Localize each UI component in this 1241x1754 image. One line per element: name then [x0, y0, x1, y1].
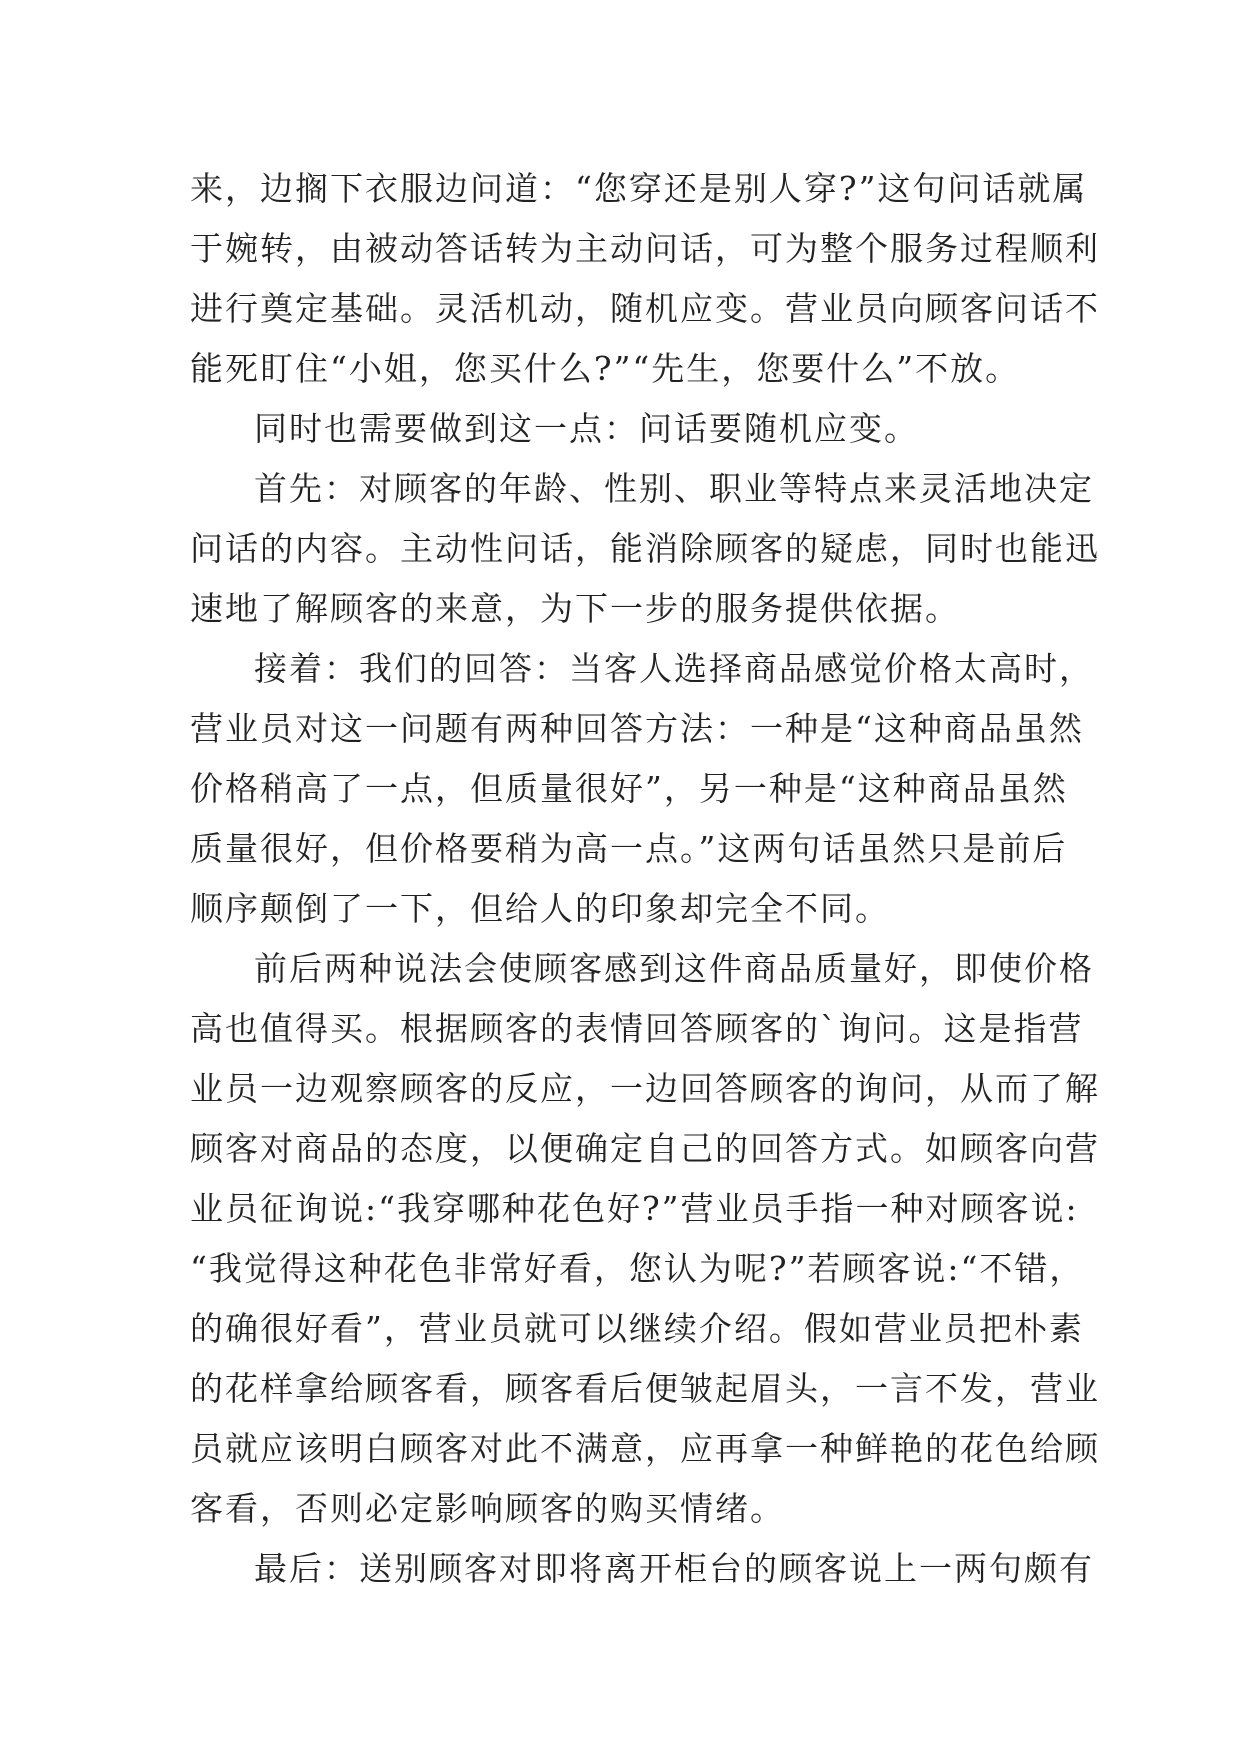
text-line: 客看，否则必定影响顾客的购买情绪。 — [190, 1489, 785, 1528]
text-line: 的确很好看”，营业员就可以继续介绍。假如营业员把朴素 — [190, 1309, 1084, 1348]
text-line: 同时也需要做到这一点：问话要随机应变。 — [254, 409, 919, 448]
text-line: “我觉得这种花色非常好看，您认为呢?”若顾客说:“不错， — [190, 1249, 1085, 1288]
text-line: 于婉转，由被动答话转为主动问话，可为整个服务过程顺利 — [190, 229, 1100, 268]
text-line: 业员征询说:“我穿哪种花色好?”营业员手指一种对顾客说: — [190, 1189, 1079, 1228]
text-line: 的花样拿给顾客看，顾客看后便皱起眉头，一言不发，营业 — [190, 1369, 1100, 1408]
text-line: 首先：对顾客的年龄、性别、职业等特点来灵活地决定 — [254, 469, 1094, 508]
text-line: 速地了解顾客的来意，为下一步的服务提供依据。 — [190, 589, 960, 628]
text-line: 顾客对商品的态度，以便确定自己的回答方式。如顾客向营 — [190, 1129, 1100, 1168]
text-line: 员就应该明白顾客对此不满意，应再拿一种鲜艳的花色给顾 — [190, 1429, 1100, 1468]
text-line: 进行奠定基础。灵活机动，随机应变。营业员向顾客问话不 — [190, 289, 1100, 328]
text-line: 最后：送别顾客对即将离开柜台的顾客说上一两句颇有 — [254, 1549, 1094, 1588]
text-line: 来，边搁下衣服边问道：“您穿还是别人穿?”这句问话就属 — [190, 169, 1088, 208]
text-line: 接着：我们的回答：当客人选择商品感觉价格太高时， — [254, 649, 1094, 688]
text-line: 价格稍高了一点，但质量很好”，另一种是“这种商品虽然 — [190, 769, 1068, 808]
document-body — [190, 159, 1100, 1599]
text-line: 高也值得买。根据顾客的表情回答顾客的`询问。这是指营 — [190, 1009, 1084, 1048]
text-line: 能死盯住“小姐，您买什么?”“先生，您要什么”不放。 — [190, 349, 1021, 388]
text-line: 顺序颠倒了一下，但给人的印象却完全不同。 — [190, 889, 890, 928]
text-line: 营业员对这一问题有两种回答方法：一种是“这种商品虽然 — [190, 709, 1084, 748]
text-line: 质量很好，但价格要稍为高一点。”这两句话虽然只是前后 — [190, 829, 1068, 868]
text-line: 前后两种说法会使顾客感到这件商品质量好，即使价格 — [254, 949, 1094, 988]
text-line: 问话的内容。主动性问话，能消除顾客的疑虑，同时也能迅 — [190, 529, 1100, 568]
text-line: 业员一边观察顾客的反应，一边回答顾客的询问，从而了解 — [190, 1069, 1100, 1108]
